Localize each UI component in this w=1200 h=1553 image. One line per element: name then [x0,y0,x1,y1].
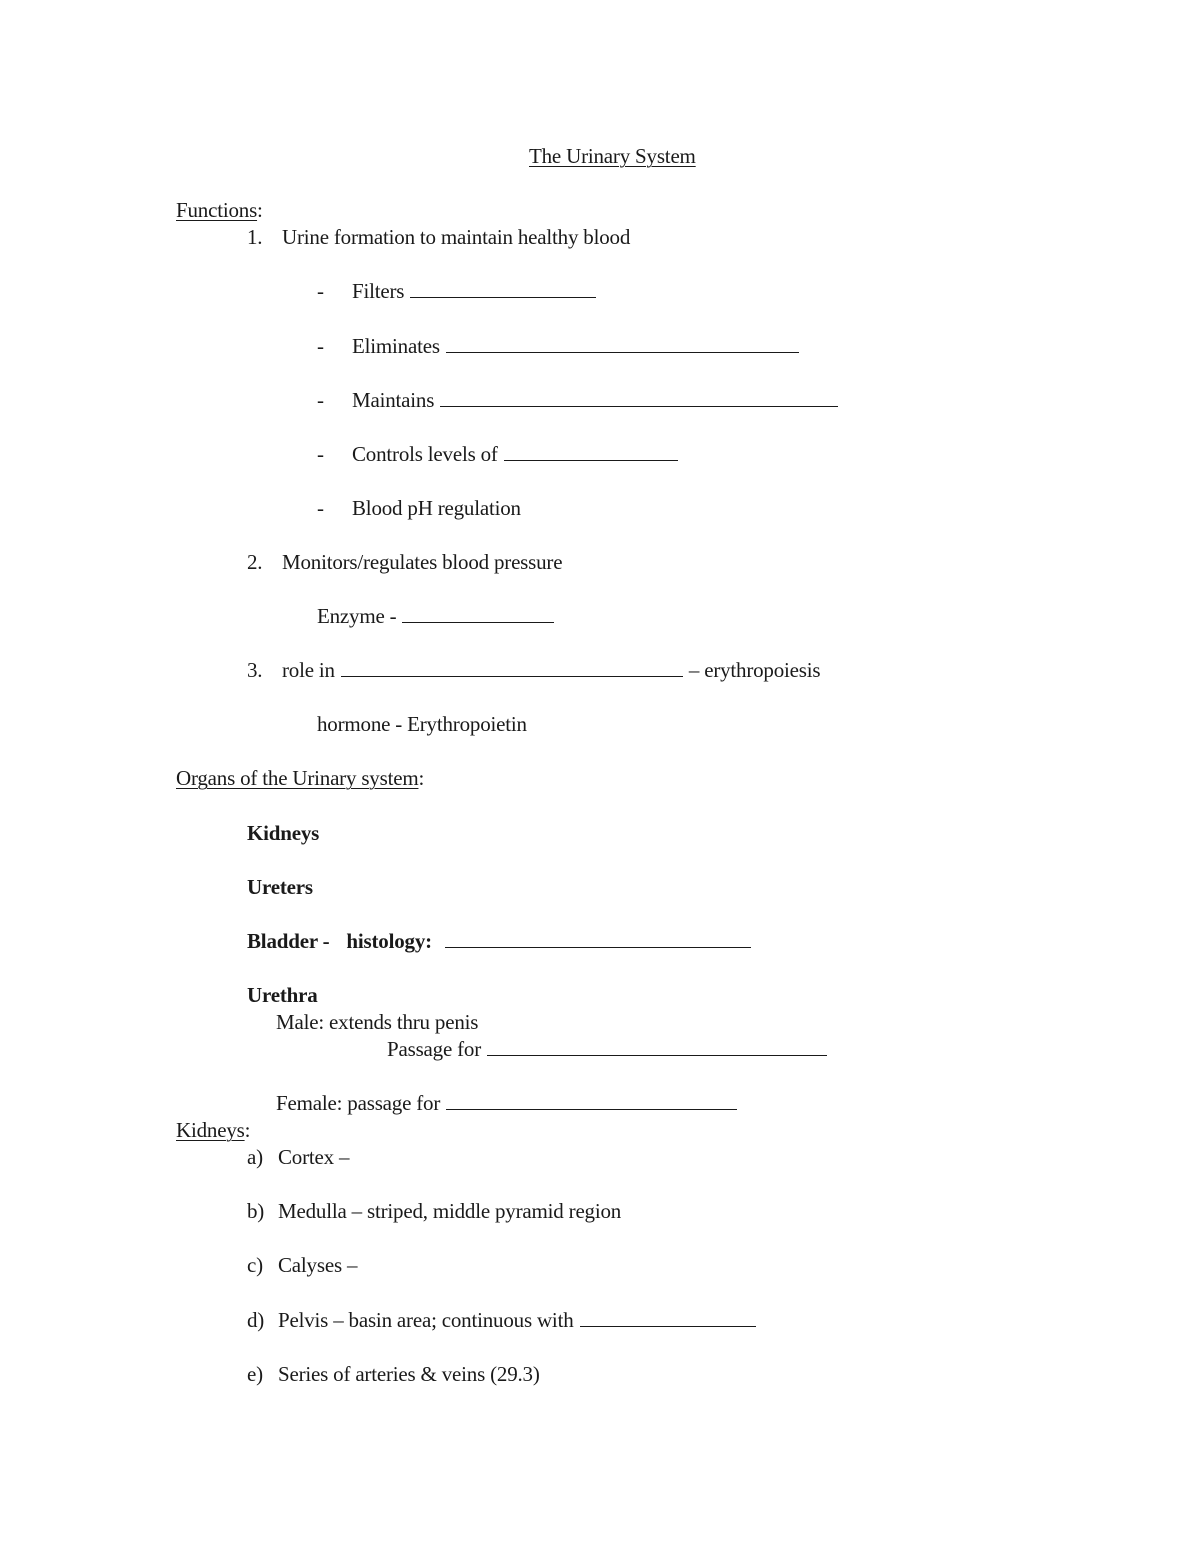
item-text-after: – erythropoiesis [688,658,821,682]
function-item-2 [247,549,562,575]
item-text: Calyses – [278,1253,358,1277]
subitem-filters [317,278,596,304]
functions-heading [176,197,263,223]
subitem-maintains [317,387,838,413]
item-text: Cortex – [278,1145,350,1169]
organs-heading-colon: : [418,766,425,790]
kidney-item-c [247,1252,357,1278]
urethra-female [276,1090,737,1116]
item-number: 1. [247,225,263,249]
function-item-3 [247,657,820,683]
item-text: Medulla – striped, middle pyramid region [278,1199,622,1223]
item-text: Pelvis – basin area; continuous with [278,1308,574,1332]
fill-in-blank[interactable] [446,334,799,353]
fill-in-blank[interactable] [504,442,678,461]
subitem-blood-ph [317,495,521,521]
item-text-before: role in [282,658,335,682]
fill-in-blank[interactable] [580,1308,756,1327]
item-letter: a) [247,1145,263,1169]
kidney-item-a [247,1144,349,1170]
item-number: 3. [247,658,263,682]
dash: - [317,334,324,358]
hormone-line: hormone - Erythropoietin [317,712,527,736]
item-letter: b) [247,1199,265,1223]
dash: - [317,388,324,412]
page-title: The Urinary System [529,144,696,168]
kidneys-heading-text: Kidneys [176,1118,245,1142]
fill-in-blank[interactable] [341,658,683,677]
histology-label: histology: [346,929,432,953]
item-number: 2. [247,550,263,574]
organ-urethra: Urethra [247,983,318,1007]
kidney-item-e [247,1361,540,1387]
fill-in-blank[interactable] [402,604,554,623]
kidney-item-b [247,1198,621,1224]
subitem-label: Filters [352,279,405,303]
item-letter: e) [247,1362,263,1386]
subitem-label: Maintains [352,388,435,412]
fill-in-blank[interactable] [410,279,596,298]
subitem-controls-levels [317,441,678,467]
dash: - [317,279,324,303]
kidneys-heading [176,1117,250,1143]
male-passage-line [387,1036,827,1062]
organs-heading-text: Organs of the Urinary system [176,766,419,790]
dash: - [317,496,324,520]
organ-ureters: Ureters [247,875,313,899]
organ-bladder [247,928,751,954]
function-item-1 [247,224,630,250]
organs-heading [176,765,424,791]
male-passage-label: Passage for [387,1037,482,1061]
item-text: Monitors/regulates blood pressure [282,550,563,574]
functions-heading-text: Functions [176,198,258,222]
enzyme-line [317,603,554,629]
organ-kidneys: Kidneys [247,821,320,845]
fill-in-blank[interactable] [445,929,751,948]
enzyme-label: Enzyme - [317,604,397,628]
fill-in-blank[interactable] [440,388,838,407]
item-text: Series of arteries & veins (29.3) [278,1362,540,1386]
functions-heading-colon: : [257,198,263,222]
subitem-eliminates [317,333,799,359]
kidneys-heading-colon: : [244,1118,251,1142]
urethra-male: Male: extends thru penis [276,1010,479,1034]
fill-in-blank[interactable] [487,1037,827,1056]
kidney-item-d [247,1307,756,1333]
subitem-label: Eliminates [352,334,440,358]
item-text: Urine formation to maintain healthy blood [282,225,631,249]
female-label: Female: passage for [276,1091,441,1115]
item-letter: c) [247,1253,263,1277]
bladder-label: Bladder - [247,929,330,953]
fill-in-blank[interactable] [446,1091,737,1110]
subitem-label: Controls levels of [352,442,498,466]
dash: - [317,442,324,466]
item-letter: d) [247,1308,265,1332]
subitem-label: Blood pH regulation [352,496,521,520]
